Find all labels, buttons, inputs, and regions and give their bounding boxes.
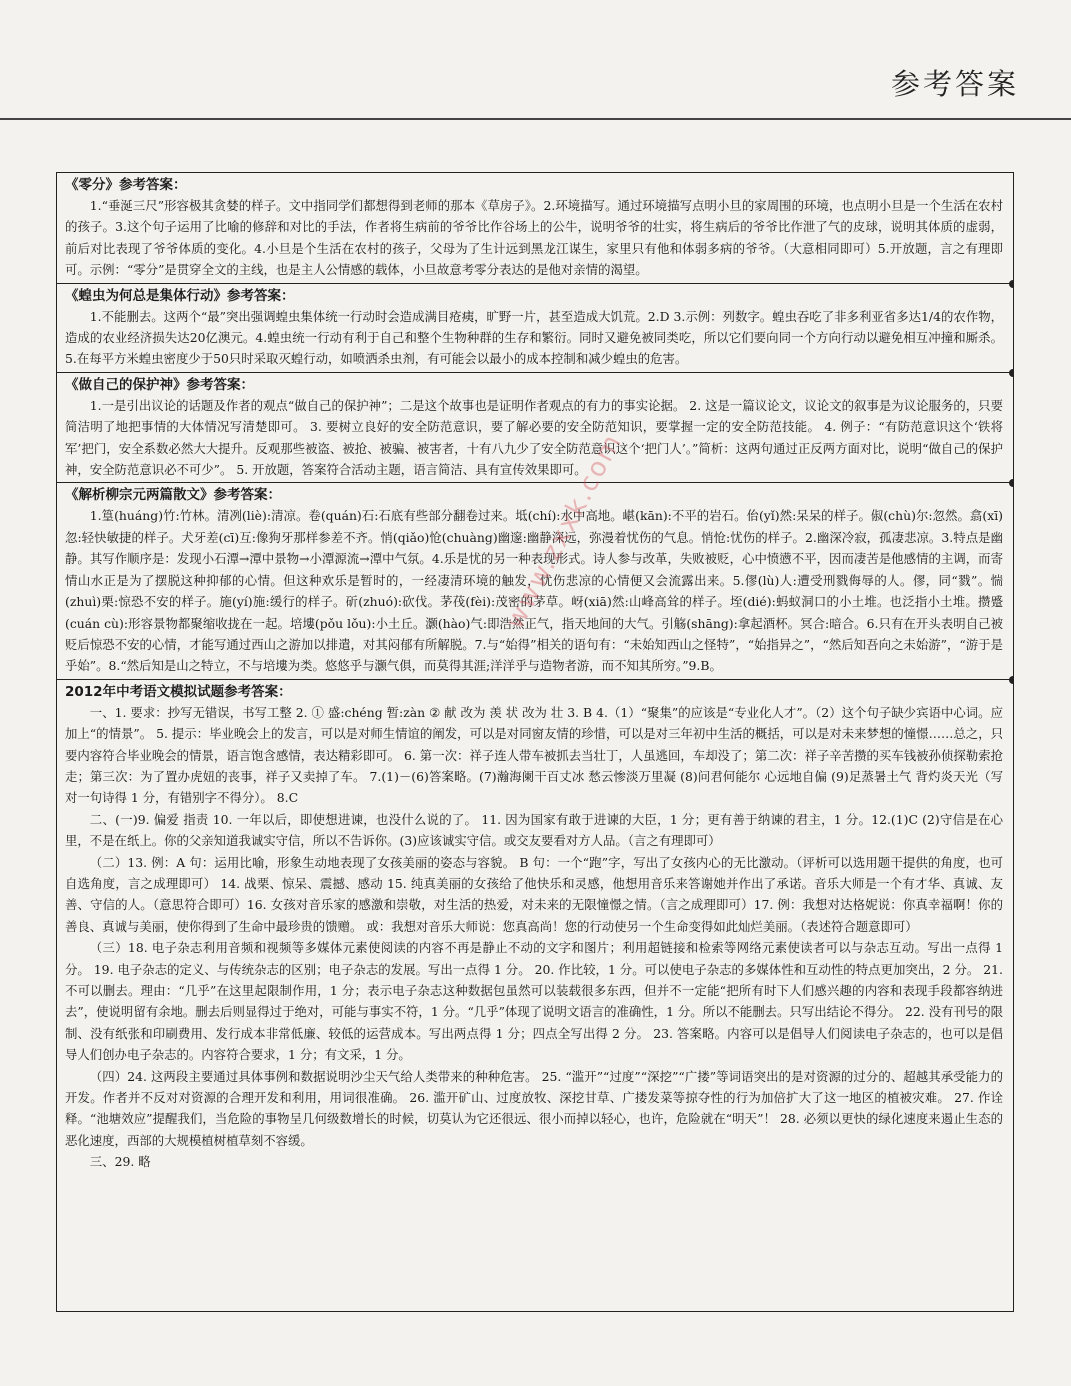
page-header-title: 参考答案 xyxy=(890,67,1019,101)
section-self-protection xyxy=(57,373,1013,484)
section-paragraph: 1.不能删去。这两个“最”突出强调蝗虫集体统一行动时会造成满目疮痍，旷野一片，甚至造成大饥荒。2.D 3.示例：列数字。蝗虫吞吃了非多利亚省多达1/4的农作物，造成的农业经济损失达20亿澳元。4.蝗虫统一行动有利于自己和整个生物种群的生存和繁衍。同时又避免被同类吃，所以它们要向同一个方向行动以避免相互冲撞和厮杀。5.在每平方米蝗虫密度少于50只时采取灭蝗行动，如喷洒杀虫剂，有可能会以最小的成本控制和减少蝗虫的危害。 xyxy=(65,308,1003,367)
section-paragraph: （二）13. 例：A 句：运用比喻，形象生动地表现了女孩美丽的姿态与容貌。 B 句：一个“跑”字，写出了女孩内心的无比激动。（评析可以选用题干提供的角度，也可自选角度，言之成理即可） 14. 战栗、惊呆、震撼、感动 15. 纯真美丽的女孩给了他快乐和灵感，他想用音乐来答谢她并作出了承诺。音乐大师是一个有才华、真诚、友善、守信的人。（意思符合即可）16. 女孩对音乐家的感激和崇敬，对生活的热爱，对未来的无限憧憬之情。（言之成理即可）17. 例：我想对达格妮说：你真幸福啊！你的善良、真诚与美丽，使你得到了生命中最珍贵的馈赠。 或：我想对音乐大师说：您真高尚！您的行动使另一个生命变得如此灿烂美丽。（表述符合题意即可） xyxy=(65,854,1003,934)
section-title: 2012年中考语文模拟试题参考答案： xyxy=(65,683,292,700)
section-paragraph: 三、29. 略 xyxy=(89,1154,151,1170)
section-title: 《做自己的保护神》参考答案： xyxy=(65,376,254,393)
answer-box xyxy=(56,172,1014,1312)
section-paragraph: （三）18. 电子杂志利用音频和视频等多媒体元素使阅读的内容不再是静止不动的文字和图片；利用超链接和检索等网络元素使读者可以与杂志互动。写出一点得 1 分。 19. 电子杂志的定义、与传统杂志的区别；电子杂志的发展。写出一点得 1 分。 20. 作比较，1 分。可以使电子杂志的多媒体性和互动性的特点更加突出，2 分。 21. 不可以删去。理由：“几乎”在这里起限制作用，1 分；表示电子杂志这种数据包虽然可以装载很多东西，但并不一定能“把所有时下人们感兴趣的内容和表现手段都容纳进去”，使说明留有余地。删去后则显得过于绝对，可能与事实不符，1 分。“几乎”体现了说明文语言的准确性，1 分。所以不能删去。只写出结论不得分。 22. 没有刊号的限制、没有纸张和印刷费用、发行成本非常低廉、较低的运营成本。写出两点得 1 分；四点全写出得 2 分。 23. 答案略。内容可以是倡导人们阅读电子杂志的，也可以是倡导人们创办电子杂志的。内容符合要求，1 分；有文采，1 分。 xyxy=(65,940,1003,1063)
section-title: 《蝗虫为何总是集体行动》参考答案： xyxy=(65,287,295,304)
section-title: 《解析柳宗元两篇散文》参考答案： xyxy=(65,487,281,504)
section-paragraph: 1.一是引出议论的话题及作者的观点“做自己的保护神”；二是这个故事也是证明作者观点的有力的事实论据。 2. 这是一篇议论文，议论文的叙事是为议论服务的，只要简洁明了地把事情的大体情况写清楚即可。 3. 要树立良好的安全防范意识，要了解必要的安全防范知识，要掌握一定的安全防范技能。 4. 例子：“有防范意识这个‘铁将军’把门，安全系数必然大大提升。反观那些被盗、被抢、被骗、被害者，十有八九少了安全防范意识这个‘把门人’。”简析：这两句通过正反两方面对比，说明“做自己的保护神，安全防范意识必不可少”。 5. 开放题，答案符合活动主题，语言简洁、具有宣传效果即可。 xyxy=(65,397,1003,478)
header-rule xyxy=(0,118,1071,120)
section-liu-zongyuan xyxy=(57,483,1013,679)
section-paragraph: 二、(一)9. 偏爱 指责 10. 一年以后，即使想进谏，也没什么说的了。 11. 因为国家有敢于进谏的大臣，1 分；更有善于纳谏的君主，1 分。12.(1)C (2)守信是在心里，不是在纸上。你的父亲知道我诚实守信，所以不告诉你。(3)应该诚实守信。或交友要看对方人品。（言之有理即可） xyxy=(65,811,1003,849)
section-paragraph: 1.“垂涎三尺”形容极其贪婪的样子。文中指同学们都想得到老师的那本《草房子》。2.环境描写。通过环境描写点明小旦的家周围的环境，也点明小旦是一个生活在农村的孩子。3.这个句子运用了比喻的修辞和对比的手法，作者将生病前的爷爷比作谷场上的公牛，说明爷爷的壮实，将生病后的爷爷比作泄了气的皮球，说明其体质的虚弱，前后对比表现了爷爷体质的变化。4.小旦是个生活在农村的孩子，父母为了生计远到黑龙江谋生，家里只有他和体弱多病的爷爷。（大意相同即可）5.开放题，言之有理即可。示例：“零分”是贯穿全文的主线，也是主人公情感的载体，小旦故意考零分表达的是他对亲情的渴望。 xyxy=(65,198,1003,278)
watermark: www.zxxk.com xyxy=(500,428,629,635)
section-title: 《零分》参考答案： xyxy=(65,177,187,193)
section-paragraph: （四）24. 这两段主要通过具体事例和数据说明沙尘天气给人类带来的种种危害。 25. “滥开”“过度”“深挖”“广搂”等词语突出的是对资源的过分的、超越其承受能力的开发。作者并不反对对资源的合理开发和利用，用词很准确。 26. 滥开矿山、过度放牧、深挖甘草、广搂发菜等掠夺性的行为加倍扩大了这一地区的植被灾难。 27. 作诠释。“池塘效应”提醒我们，当危险的事物呈几何级数增长的时候，切莫认为它还很远、很小而掉以轻心，也许，危险就在“明天”！ 28. 必须以更快的绿化速度来遏止生态的恶化速度，西部的大规模植树植草刻不容缓。 xyxy=(65,1068,1003,1148)
section-zero-score xyxy=(57,173,1013,284)
section-paragraph: 一、1. 要求：抄写无错误，书写工整 2. ① 盛:chéng 暂:zàn ② 献 改为 羡 状 改为 壮 3. B 4.（1）“聚集”的应该是“专业化人才”。（2）这个句子缺少宾语中心词。应加上“的情景”。 5. 提示：毕业晚会上的发言，可以是对师生情谊的阐发，可以是对同窗友情的珍惜，可以是对三年初中生活的概括，可以是对未来梦想的憧憬……总之，只要内容符合毕业晚会的情景，语言饱含感情，表达精彩即可。 6. 第一次：祥子连人带车被抓去当壮丁，人虽逃回，车却没了；第二次：祥子辛苦攒的买车钱被孙侦探勒索抢走；第三次：为了置办虎妞的丧事，祥子又卖掉了车。 7.(1)－(6)答案略。(7)瀚海阑干百丈冰 愁云惨淡万里凝 (8)问君何能尔 心远地自偏 (9)足蒸暑土气 背灼炎天光（写对一句诗得 1 分，有错别字不得分）。 8.C xyxy=(65,704,1003,806)
section-locust xyxy=(57,284,1013,373)
section-paragraph: 1.篁(huáng)竹:竹林。清冽(liè):清凉。卷(quán)石:石底有些部分翻卷过来。坻(chí):水中高地。嵁(kān):不平的岩石。佁(yǐ)然:呆呆的样子。俶(chù)尔:忽然。翕(xī)忽:轻快敏捷的样子。犬牙差(cī)互:像狗牙那样参差不齐。悄(qiǎo)怆(chuàng)幽邃:幽静深远，弥漫着忧伤的气息。悄怆:忧伤的样子。2.幽深冷寂，孤凄悲凉。3.特点是幽静。其写作顺序是：发现小石潭→潭中景物→小潭源流→潭中气氛。4.乐是忧的另一种表现形式。诗人参与改革，失败被贬，心中愤懑不平，因而凄苦是他感情的主调，而寄情山水正是为了摆脱这种抑郁的心情。但这种欢乐是暂时的，一经凄清环境的触发，忧伤悲凉的心情便又会流露出来。5.僇(lù)人:遭受刑戮侮辱的人。僇，同“戮”。惴(zhuì)栗:惊恐不安的样子。施(yí)施:缓行的样子。斫(zhuó):砍伐。茅茷(fèi):茂密的茅草。岈(xiā)然:山峰高耸的样子。垤(dié):蚂蚁洞口的小土堆。也泛指小土堆。攒蹙(cuán cù):形容景物都聚缩收拢在一起。培塿(pǒu lǒu):小土丘。灏(hào)气:即浩然正气，指天地间的大气。引觞(shāng):拿起酒杯。冥合:暗合。6.只有在开头表明自己被贬后惊恐不安的心情，才能写通过西山之游加以排遣，对其闷郁有所解脱。7.与“始得”相关的语句有：“未始知西山之怪特”，“始指异之”，“然后知吾向之未始游”，“游于是乎始”。8.“然后知是山之特立，不与培塿为类。悠悠乎与灏气俱，而莫得其涯;洋洋乎与造物者游，而不知其所穷。”9.B。 xyxy=(65,508,1003,674)
section-2012-mock-exam xyxy=(57,680,1013,1175)
